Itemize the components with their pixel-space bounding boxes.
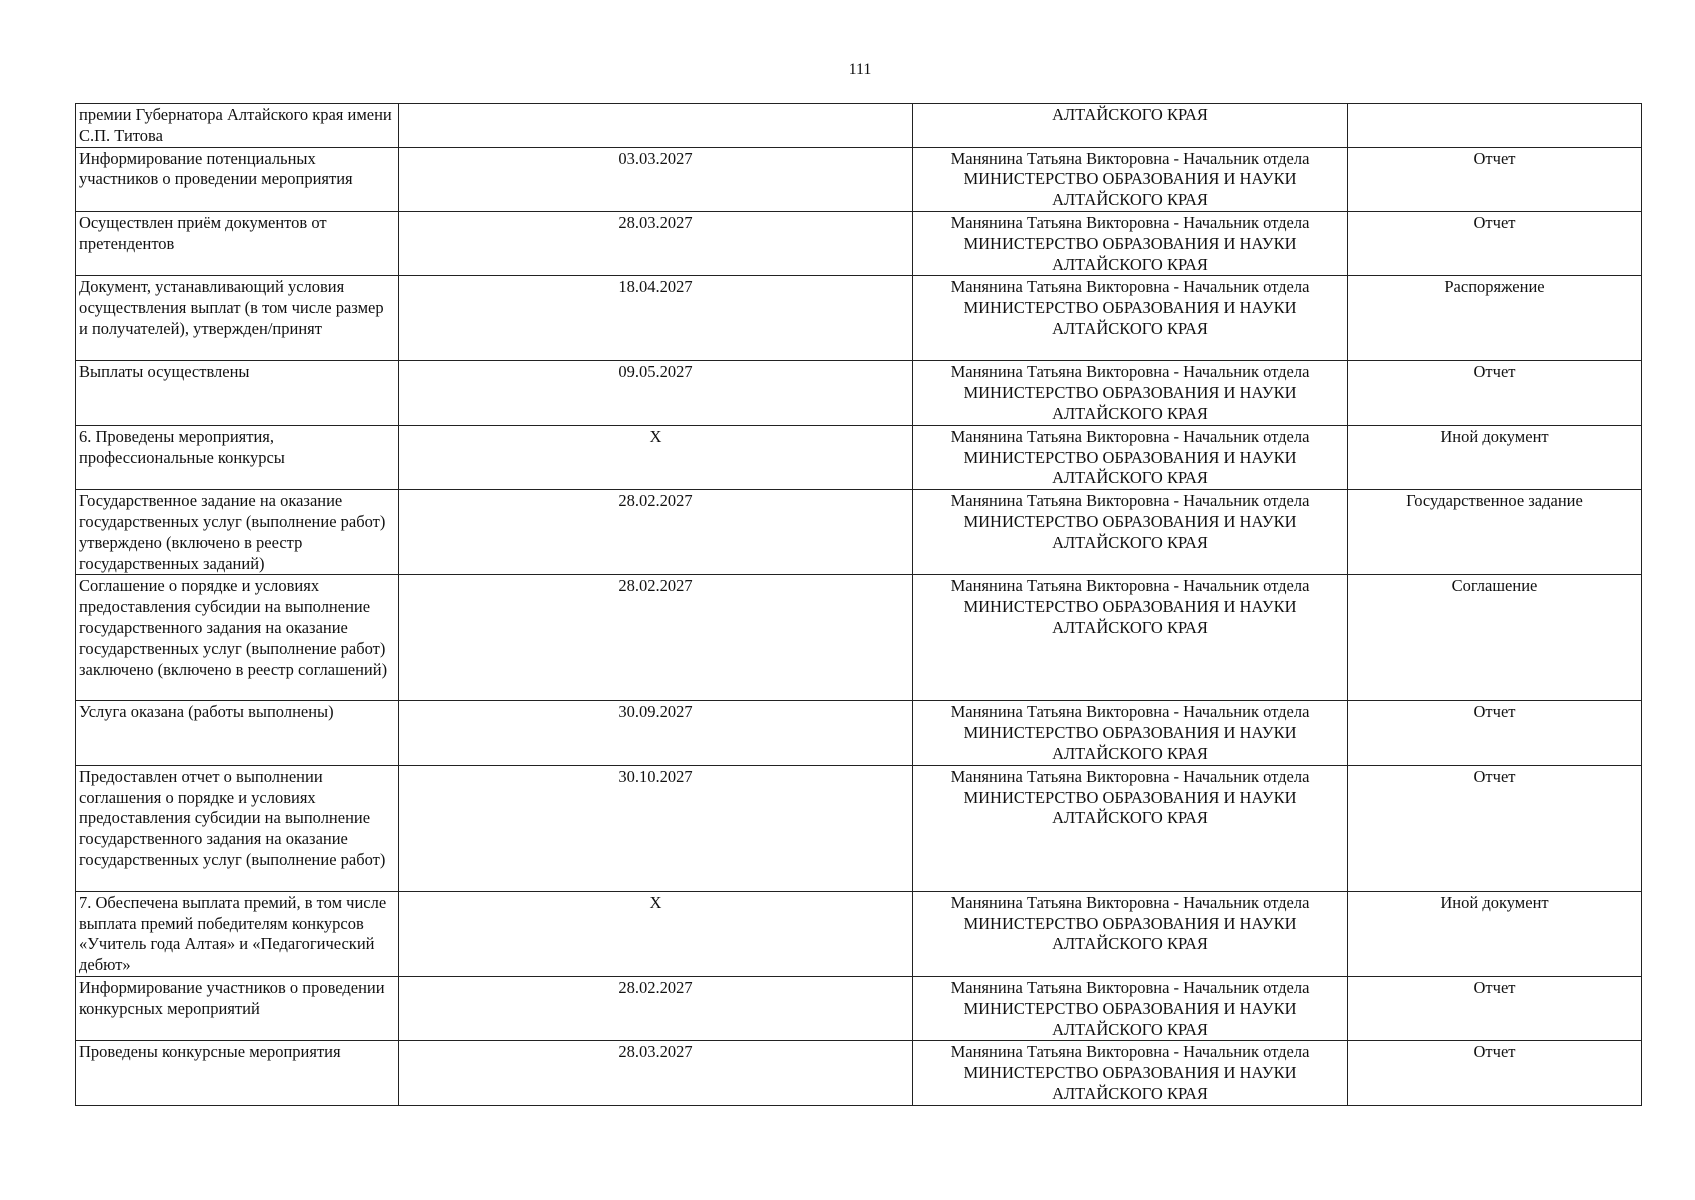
responsible-cell <box>913 891 1348 976</box>
table-row <box>76 575 1642 701</box>
event-cell: Документ, устанавливающий условия осуществления выплат (в том числе размер и получателей), утвержден/принят <box>76 276 399 361</box>
responsible-org: МИНИСТЕРСТВО ОБРАЗОВАНИЯ И НАУКИ <box>963 913 1297 933</box>
document-cell: Отчет <box>1348 701 1642 765</box>
date-cell: 30.09.2027 <box>399 701 913 765</box>
date-cell: 28.03.2027 <box>399 1041 913 1105</box>
date-cell <box>399 104 913 148</box>
document-cell: Отчет <box>1348 211 1642 275</box>
responsible-name: Манянина Татьяна Викторовна - Начальник отдела <box>950 148 1310 168</box>
date-cell: X <box>399 425 913 489</box>
event-cell: Соглашение о порядке и условиях предоставления субсидии на выполнение государственного задания на оказание государственных услуг (выполнение работ) заключено (включено в реестр соглашений) <box>76 575 399 701</box>
event-cell: 6. Проведены мероприятия, профессиональные конкурсы <box>76 425 399 489</box>
document-cell: Соглашение <box>1348 575 1642 701</box>
responsible-name: Манянина Татьяна Викторовна - Начальник отдела <box>950 491 1310 511</box>
responsible-name: Манянина Татьяна Викторовна - Начальник отдела <box>950 426 1310 446</box>
responsible-region: АЛТАЙСКОГО КРАЯ <box>1052 1083 1208 1103</box>
table-row <box>76 104 1642 148</box>
table-row <box>76 147 1642 211</box>
event-cell: Осуществлен приём документов от претендентов <box>76 211 399 275</box>
responsible-name: Манянина Татьяна Викторовна - Начальник отдела <box>950 892 1310 912</box>
event-cell: Проведены конкурсные мероприятия <box>76 1041 399 1105</box>
date-cell: 28.02.2027 <box>399 490 913 575</box>
responsible-cell <box>913 425 1348 489</box>
responsible-cell <box>913 575 1348 701</box>
document-cell: Отчет <box>1348 765 1642 891</box>
table-row <box>76 976 1642 1040</box>
responsible-name: Манянина Татьяна Викторовна - Начальник отдела <box>950 702 1310 722</box>
event-cell: Информирование потенциальных участников о проведении мероприятия <box>76 147 399 211</box>
responsible-name: Манянина Татьяна Викторовна - Начальник отдела <box>950 766 1310 786</box>
document-cell: Отчет <box>1348 147 1642 211</box>
document-cell: Отчет <box>1348 976 1642 1040</box>
responsible-org: МИНИСТЕРСТВО ОБРАЗОВАНИЯ И НАУКИ <box>963 787 1297 807</box>
responsible-org: МИНИСТЕРСТВО ОБРАЗОВАНИЯ И НАУКИ <box>963 597 1297 617</box>
table-row <box>76 361 1642 425</box>
responsible-cell <box>913 490 1348 575</box>
responsible-region: АЛТАЙСКОГО КРАЯ <box>1052 190 1208 210</box>
responsible-org: МИНИСТЕРСТВО ОБРАЗОВАНИЯ И НАУКИ <box>963 447 1297 467</box>
event-cell: Государственное задание на оказание государственных услуг (выполнение работ) утверждено (включено в реестр государственных заданий) <box>76 490 399 575</box>
event-cell: премии Губернатора Алтайского края имени С.П. Титова <box>76 104 399 148</box>
document-cell: Иной документ <box>1348 891 1642 976</box>
document-cell: Отчет <box>1348 361 1642 425</box>
date-cell: 28.03.2027 <box>399 211 913 275</box>
date-cell: 18.04.2027 <box>399 276 913 361</box>
table-row <box>76 891 1642 976</box>
document-cell: Государственное задание <box>1348 490 1642 575</box>
document-cell: Иной документ <box>1348 425 1642 489</box>
responsible-region: АЛТАЙСКОГО КРАЯ <box>1052 532 1208 552</box>
date-cell: 09.05.2027 <box>399 361 913 425</box>
responsible-cell <box>913 976 1348 1040</box>
table-row <box>76 1041 1642 1105</box>
responsible-name: Манянина Татьяна Викторовна - Начальник отдела <box>950 362 1310 382</box>
date-cell: X <box>399 891 913 976</box>
table-row <box>76 425 1642 489</box>
responsible-region: АЛТАЙСКОГО КРАЯ <box>1052 468 1208 488</box>
responsible-region: АЛТАЙСКОГО КРАЯ <box>1052 105 1208 124</box>
date-cell: 28.02.2027 <box>399 575 913 701</box>
responsible-region: АЛТАЙСКОГО КРАЯ <box>1052 743 1208 763</box>
responsible-org: МИНИСТЕРСТВО ОБРАЗОВАНИЯ И НАУКИ <box>963 1063 1297 1083</box>
date-cell: 03.03.2027 <box>399 147 913 211</box>
date-cell: 30.10.2027 <box>399 765 913 891</box>
responsible-region: АЛТАЙСКОГО КРАЯ <box>1052 934 1208 954</box>
responsible-cell <box>913 701 1348 765</box>
document-cell: Распоряжение <box>1348 276 1642 361</box>
responsible-region: АЛТАЙСКОГО КРАЯ <box>1052 1019 1208 1039</box>
event-cell: 7. Обеспечена выплата премий, в том числе выплата премий победителям конкурсов «Учитель года Алтая» и «Педагогический дебют» <box>76 891 399 976</box>
responsible-region: АЛТАЙСКОГО КРАЯ <box>1052 254 1208 274</box>
page-number: 111 <box>848 61 872 78</box>
event-cell: Выплаты осуществлены <box>76 361 399 425</box>
responsible-org: МИНИСТЕРСТВО ОБРАЗОВАНИЯ И НАУКИ <box>963 723 1297 743</box>
responsible-region: АЛТАЙСКОГО КРАЯ <box>1052 403 1208 423</box>
responsible-region: АЛТАЙСКОГО КРАЯ <box>1052 318 1208 338</box>
responsible-name: Манянина Татьяна Викторовна - Начальник отдела <box>950 212 1310 232</box>
document-cell <box>1348 104 1642 148</box>
responsible-org: МИНИСТЕРСТВО ОБРАЗОВАНИЯ И НАУКИ <box>963 383 1297 403</box>
event-cell: Информирование участников о проведении конкурсных мероприятий <box>76 976 399 1040</box>
responsible-cell <box>913 104 1348 148</box>
table-row <box>76 701 1642 765</box>
document-cell: Отчет <box>1348 1041 1642 1105</box>
responsible-region: АЛТАЙСКОГО КРАЯ <box>1052 808 1208 828</box>
responsible-org: МИНИСТЕРСТВО ОБРАЗОВАНИЯ И НАУКИ <box>963 233 1297 253</box>
responsible-name: Манянина Татьяна Викторовна - Начальник отдела <box>950 1042 1310 1062</box>
control-points-table <box>75 103 1642 1106</box>
responsible-cell <box>913 147 1348 211</box>
table-row <box>76 765 1642 891</box>
event-cell: Предоставлен отчет о выполнении соглашения о порядке и условиях предоставления субсидии на выполнение государственного задания на оказание государственных услуг (выполнение работ) <box>76 765 399 891</box>
responsible-name: Манянина Татьяна Викторовна - Начальник отдела <box>950 977 1310 997</box>
responsible-cell <box>913 1041 1348 1105</box>
table-row <box>76 211 1642 275</box>
responsible-org: МИНИСТЕРСТВО ОБРАЗОВАНИЯ И НАУКИ <box>963 998 1297 1018</box>
table-row <box>76 276 1642 361</box>
responsible-org: МИНИСТЕРСТВО ОБРАЗОВАНИЯ И НАУКИ <box>963 298 1297 318</box>
responsible-org: МИНИСТЕРСТВО ОБРАЗОВАНИЯ И НАУКИ <box>963 169 1297 189</box>
responsible-region: АЛТАЙСКОГО КРАЯ <box>1052 617 1208 637</box>
responsible-cell <box>913 211 1348 275</box>
date-cell: 28.02.2027 <box>399 976 913 1040</box>
responsible-cell <box>913 276 1348 361</box>
table-row <box>76 490 1642 575</box>
responsible-name: Манянина Татьяна Викторовна - Начальник отдела <box>950 576 1310 596</box>
event-cell: Услуга оказана (работы выполнены) <box>76 701 399 765</box>
responsible-cell <box>913 361 1348 425</box>
responsible-org: МИНИСТЕРСТВО ОБРАЗОВАНИЯ И НАУКИ <box>963 511 1297 531</box>
responsible-name: Манянина Татьяна Викторовна - Начальник отдела <box>950 277 1310 297</box>
responsible-cell <box>913 765 1348 891</box>
